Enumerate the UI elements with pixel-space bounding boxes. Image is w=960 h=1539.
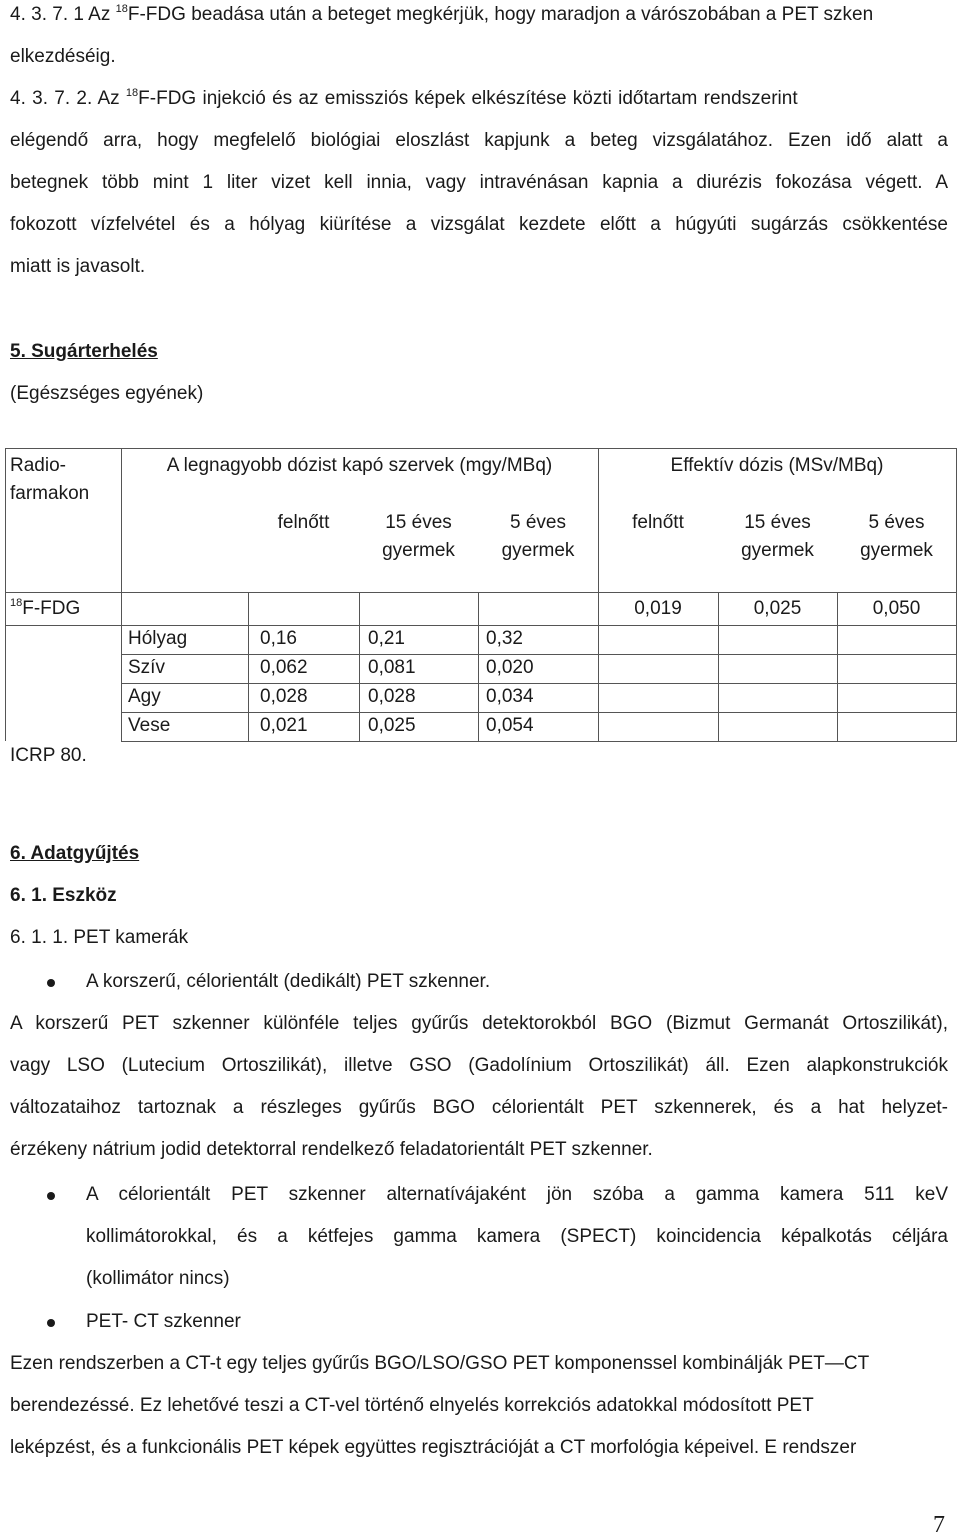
section-6-1-heading: 6. 1. Eszköz (10, 885, 117, 906)
bullet-gamma-line2: kollimátorokkal, és a kétfejes gamma kamera (SPECT) koincidencia képalkotás céljára (86, 1226, 948, 1247)
table-row-adult: 0,062 (260, 657, 308, 678)
table-line-fdg-right (121, 625, 957, 626)
paragraph-4371-line2: elkezdéséig. (10, 46, 116, 67)
table-head-eff-adult: felnőtt (632, 512, 684, 533)
table-col-organs (248, 592, 249, 741)
paragraph-4372-line4: fokozott vízfelvétel és a hólyag kiürítése a vizsgálat kezdete előtt a húgyúti sugárzás csökkentése (10, 214, 948, 235)
table-row-organ: Szív (128, 657, 165, 678)
table-col-radio (121, 448, 122, 741)
paragraph-4372-line2: elégendő arra, hogy megfelelő biológiai eloszlást kapjunk a beteg vizsgálatához. Ezen idő alatt a (10, 130, 948, 151)
table-source: ICRP 80. (10, 745, 87, 766)
table-row-5: 0,020 (486, 657, 534, 678)
table-col-15 (478, 592, 479, 741)
table-head-15-line2: gyermek (382, 540, 455, 561)
table-head-eff-15-line2: gyermek (741, 540, 814, 561)
bullet-dedicated-pet: A korszerű, célorientált (dedikált) PET szkenner. (86, 971, 491, 992)
paragraph-ct-line2: berendezéssé. Ez lehetővé teszi a CT-vel történő elnyelés korrekciós adatokkal módosított PET (10, 1395, 814, 1416)
bullet-dot (47, 1319, 55, 1327)
bullet-gamma-line1: A célorientált PET szkenner alternatívájaként jön szóba a gamma kamera 511 keV (86, 1184, 948, 1205)
table-head-radio-line1: Radio- (10, 455, 66, 476)
table-eff-adult: 0,019 (634, 598, 682, 619)
section-6-1-1-heading: 6. 1. 1. PET kamerák (10, 927, 189, 948)
table-eff-15: 0,025 (753, 598, 802, 619)
table-row-organ: Agy (128, 686, 161, 707)
paragraph-4372-line1: 4. 3. 7. 2. Az $^{18}$F-FDG injekció és az emissziós képek elkészítése közti időtartam rendszerint (10, 87, 798, 109)
table-fdg-label: $^{18}$F-FDG (10, 597, 81, 619)
paragraph-scanner-line3: változataihoz tartoznak a részleges gyűrűs BGO célorientált PET szkennerek, és a hat helyzet- (10, 1097, 948, 1118)
table-head-5-line2: gyermek (501, 540, 575, 561)
table-line-row4 (121, 741, 957, 742)
table-row-5: 0,32 (486, 628, 523, 649)
table-head-adult: felnőtt (277, 512, 330, 533)
paragraph-scanner-line2: vagy LSO (Lutecium Ortoszilikát), illetve GSO (Gadolínium Ortoszilikát) áll. Ezen alapkonstrukciók (10, 1055, 948, 1076)
table-row-organ: Hólyag (128, 628, 188, 649)
table-row-15: 0,025 (368, 715, 416, 736)
table-head-eff-15-line1: 15 éves (744, 512, 811, 533)
table-line-row1 (121, 654, 957, 655)
table-head-eff-5-line2: gyermek (860, 540, 933, 561)
table-head-organs: A legnagyobb dózist kapó szervek (mgy/MBq) (166, 455, 553, 476)
table-line-row2 (121, 683, 957, 684)
table-col-adult (359, 592, 360, 741)
table-head-15-line1: 15 éves (385, 512, 452, 533)
paragraph-scanner-line1: A korszerű PET szkenner különféle teljes gyűrűs detektorokból BGO (Bizmut Germanát Ortoszilikát), (10, 1013, 948, 1034)
paragraph-ct-line1: Ezen rendszerben a CT-t egy teljes gyűrűs BGO/LSO/GSO PET komponenssel kombinálják PET—CT (10, 1353, 870, 1374)
table-row-5: 0,054 (486, 715, 534, 736)
page-number: 7 (933, 1512, 945, 1538)
paragraph-scanner-line4: érzékeny nátrium jodid detektorral rendelkező feladatorientált PET szkenner. (10, 1139, 653, 1160)
table-border-right (956, 448, 957, 741)
table-border-header-bottom (5, 592, 957, 593)
table-row-organ: Vese (128, 715, 171, 736)
paragraph-ct-line3: leképzést, és a funkcionális PET képek együttes regisztrációját a CT morfológia képeivel. E rendszer (10, 1437, 857, 1458)
table-row-15: 0,21 (368, 628, 405, 649)
table-col-organ-effective (598, 448, 599, 741)
paragraph-4372-line3: betegnek több mint 1 liter vizet kell innia, vagy intravénásan kapnia a diurézis fokozása végett. A (10, 172, 948, 193)
table-head-radio-line2: farmakon (10, 483, 90, 504)
table-row-adult: 0,16 (260, 628, 297, 649)
table-eff-5: 0,050 (872, 598, 921, 619)
table-row-15: 0,028 (368, 686, 416, 707)
table-head-5-line1: 5 éves (510, 512, 566, 533)
table-row-adult: 0,021 (260, 715, 308, 736)
table-row-adult: 0,028 (260, 686, 308, 707)
paragraph-4371-line1: 4. 3. 7. 1 Az $^{18}$F-FDG beadása után a beteget megkérjük, hogy maradjon a várószobában a PET szken (10, 3, 874, 25)
section-6-heading: 6. Adatgyűjtés (10, 843, 140, 864)
table-head-eff-5-line1: 5 éves (868, 512, 925, 533)
table-row-15: 0,081 (368, 657, 416, 678)
table-line-row3 (121, 712, 957, 713)
section-5-heading: 5. Sugárterhelés (10, 341, 158, 362)
bullet-gamma-line3: (kollimátor nincs) (86, 1268, 230, 1289)
section-5-subtitle: (Egészséges egyének) (10, 383, 204, 404)
table-border-left (5, 448, 6, 741)
bullet-dot (47, 1192, 55, 1200)
table-line-fdg-left (5, 625, 121, 626)
bullet-pet-ct: PET- CT szkenner (86, 1311, 241, 1332)
table-border-top (5, 448, 957, 449)
table-head-effective: Effektív dózis (MSv/MBq) (670, 455, 884, 476)
bullet-dot (47, 979, 55, 987)
paragraph-4372-line5: miatt is javasolt. (10, 256, 146, 277)
table-row-5: 0,034 (486, 686, 534, 707)
